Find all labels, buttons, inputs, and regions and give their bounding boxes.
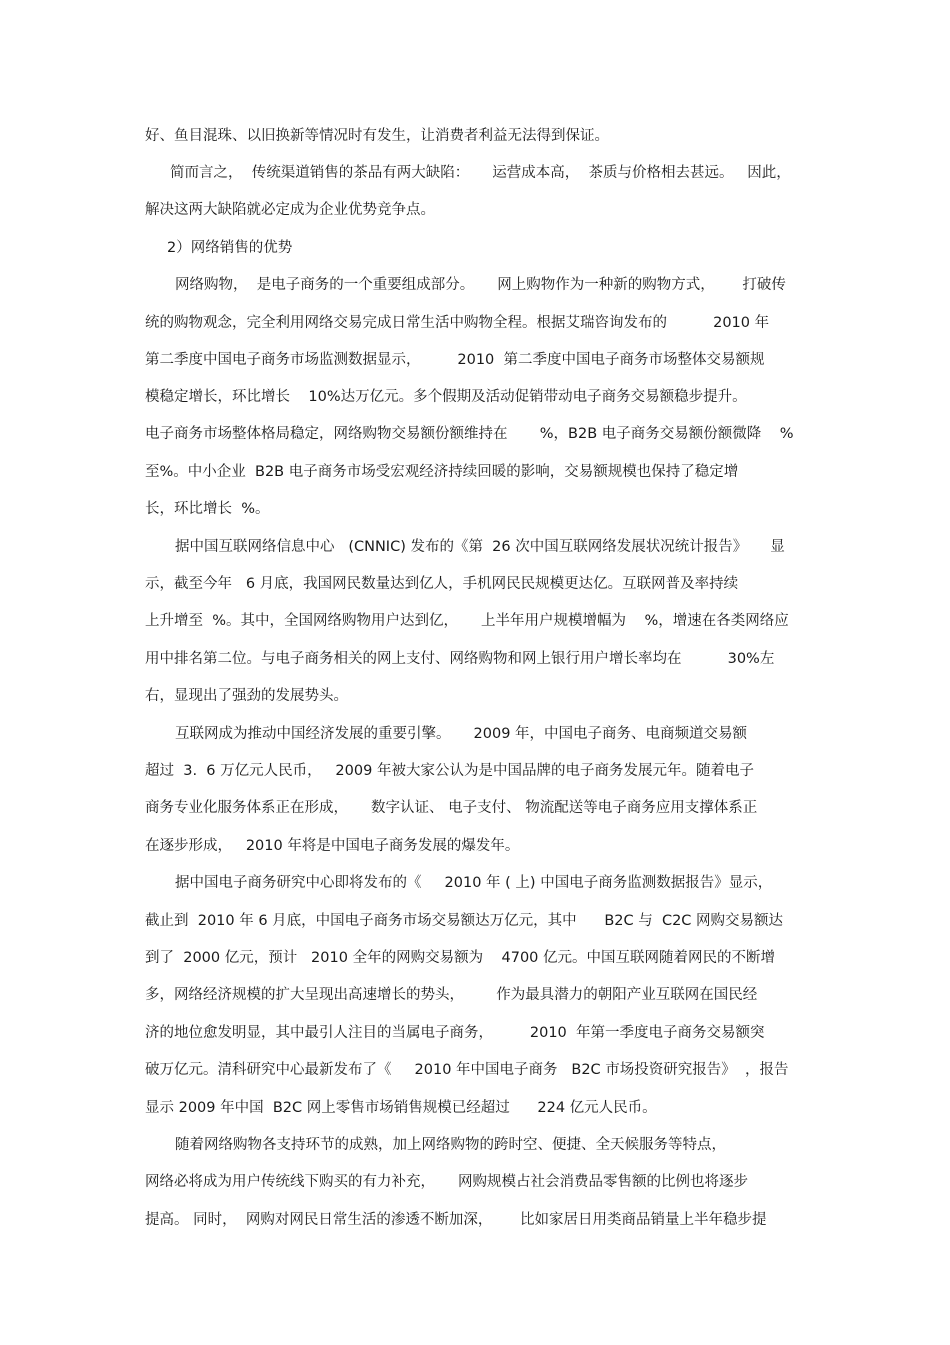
text-line: 多，网络经济规模的扩大呈现出高速增长的势头， 作为最具潜力的朝阳产业互联网在国民经: [145, 987, 758, 1003]
text-line: 据中国电子商务研究中心即将发布的《 2010 年 ( 上) 中国电子商务监测数据报告》显示，: [175, 875, 773, 891]
text-line: 上升增至 %。其中，全国网络购物用户达到亿， 上半年用户规模增幅为 %，增速在各类网络应: [145, 613, 789, 629]
text-line: 商务专业化服务体系正在形成， 数字认证、 电子支付、 物流配送等电子商务应用支撑体系正: [145, 800, 758, 816]
text-line: 电子商务市场整体格局稳定，网络购物交易额份额维持在 %，B2B 电子商务交易额份额微降 %: [145, 426, 794, 442]
text-line: 截止到 2010 年 6 月底，中国电子商务市场交易额达万亿元，其中 B2C 与 C2C 网购交易额达: [145, 913, 784, 929]
text-line: 至%。中小企业 B2B 电子商务市场受宏观经济持续回暖的影响，交易额规模也保持了稳定增: [145, 464, 739, 480]
section-heading: 2）网络销售的优势: [167, 240, 293, 256]
text-line: 在逐步形成， 2010 年将是中国电子商务发展的爆发年。: [145, 838, 520, 854]
text-line: 据中国互联网络信息中心 (CNNIC) 发布的《第 26 次中国互联网络发展状况统计报告》 显: [175, 539, 785, 555]
text-line: 网络购物， 是电子商务的一个重要组成部分。 网上购物作为一种新的购物方式， 打破传: [175, 277, 786, 293]
text-line: 互联网成为推动中国经济发展的重要引擎。 2009 年，中国电子商务、电商频道交易额: [175, 726, 748, 742]
text-line: 第二季度中国电子商务市场监测数据显示， 2010 第二季度中国电子商务市场整体交易额规: [145, 352, 765, 368]
text-line: 长，环比增长 %。: [145, 501, 270, 517]
text-line: 好、鱼目混珠、以旧换新等情况时有发生，让消费者利益无法得到保证。: [145, 128, 609, 144]
text-line: 用中排名第二位。与电子商务相关的网上支付、网络购物和网上银行用户增长率均在 30%左: [145, 651, 775, 667]
text-line: 示，截至今年 6 月底，我国网民数量达到亿人，手机网民民规模更达亿。互联网普及率持续: [145, 576, 739, 592]
text-line: 简而言之， 传统渠道销售的茶品有两大缺陷： 运营成本高， 茶质与价格相去甚远。 因此，: [170, 165, 791, 181]
text-line: 网络必将成为用户传统线下购买的有力补充， 网购规模占社会消费品零售额的比例也将逐步: [145, 1174, 749, 1190]
text-line: 右，显现出了强劲的发展势头。: [145, 688, 348, 704]
text-line: 到了 2000 亿元，预计 2010 全年的网购交易额为 4700 亿元。中国互联网随着网民的不断增: [145, 950, 776, 966]
text-line: 解决这两大缺陷就必定成为企业优势竞争点。: [145, 202, 435, 218]
text-line: 济的地位愈发明显，其中最引人注目的当属电子商务， 2010 年第一季度电子商务交易额突: [145, 1025, 765, 1041]
text-line: 提高。 同时， 网购对网民日常生活的渗透不断加深， 比如家居日用类商品销量上半年稳步提: [145, 1212, 767, 1228]
text-line: 模稳定增长，环比增长 10%达万亿元。多个假期及活动促销带动电子商务交易额稳步提升。: [145, 389, 747, 405]
text-line: 随着网络购物各支持环节的成熟，加上网络购物的跨时空、便捷、全天候服务等特点，: [175, 1137, 726, 1153]
text-line: 破万亿元。清科研究中心最新发布了《 2010 年中国电子商务 B2C 市场投资研究报告》 ，报告: [145, 1062, 789, 1078]
text-line: 超过 3. 6 万亿元人民币， 2009 年被大家公认为是中国品牌的电子商务发展元年。随着电子: [145, 763, 754, 779]
text-line: 显示 2009 年中国 B2C 网上零售市场销售规模已经超过 224 亿元人民币。: [145, 1100, 657, 1116]
text-line: 统的购物观念，完全利用网络交易完成日常生活中购物全程。根据艾瑞咨询发布的 2010 年: [145, 315, 770, 331]
